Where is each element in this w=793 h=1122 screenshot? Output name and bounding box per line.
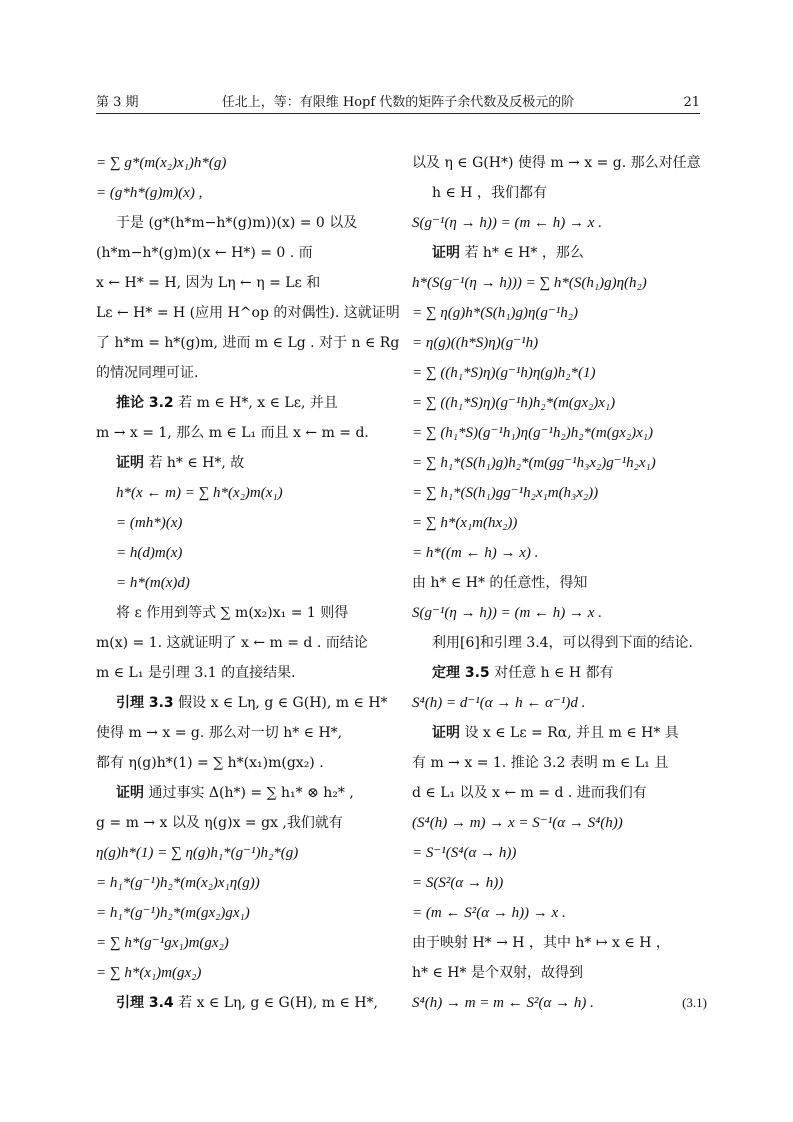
equation-line <box>412 208 712 238</box>
line-text: = ∑ h*(x₁)m(gx₂) <box>96 965 202 981</box>
equation-line <box>412 358 712 388</box>
line-text: 将 ε 作用到等式 ∑ m(x₂)x₁ = 1 则得 <box>116 605 349 621</box>
text-line <box>412 778 712 808</box>
equation-number: (3.1) <box>682 995 707 1010</box>
equation-line <box>96 538 396 568</box>
line-text: 由于映射 H* → H ，其中 h* ↦ x ∈ H ， <box>412 935 670 951</box>
header-rule <box>96 113 700 114</box>
line-text: h*(x ← m) = ∑ h*(x₂)m(x₁) <box>116 485 283 501</box>
line-text: = ∑ η(g)h*(S(h₁)g)η(g⁻¹h₂) <box>412 305 579 321</box>
equation-line <box>412 448 712 478</box>
text-line <box>412 718 712 748</box>
line-text: m ∈ L₁ 是引理 3.1 的直接结果. <box>96 665 296 681</box>
text-line <box>96 598 396 628</box>
text-line <box>96 358 396 388</box>
equation-line <box>96 928 396 958</box>
line-text: 由 h* ∈ H* 的任意性，得知 <box>412 575 588 591</box>
theorem-label: 定理 3.5 <box>432 665 490 681</box>
line-text: 通过事实 Δ(h*) = ∑ h₁* ⊗ h₂* , <box>148 785 354 801</box>
text-line <box>96 808 396 838</box>
equation-line <box>412 598 712 628</box>
text-line <box>96 238 396 268</box>
equation-line <box>412 868 712 898</box>
line-text: = ∑ g*(m(x₂)x₁)h*(g) <box>96 155 227 171</box>
equation-line <box>412 688 712 718</box>
theorem-label: 推论 3.2 <box>116 395 174 411</box>
line-text: 了 h*m = h*(g)m, 进而 m ∈ Lg . 对于 n ∈ Rg <box>96 335 400 351</box>
equation-line <box>412 388 712 418</box>
line-text: S⁴(h) = d⁻¹(α → h ← α⁻¹)d . <box>412 695 586 711</box>
line-text: = ∑ (h₁*S)(g⁻¹h₁)η(g⁻¹h₂)h₂*(m(gx₂)x₁) <box>412 425 653 441</box>
line-text: = h₁*(g⁻¹)h₂*(m(x₂)x₁η(g)) <box>96 875 260 891</box>
issue-number: 第 3 期 <box>96 95 139 110</box>
equation-line <box>412 328 712 358</box>
left-column <box>96 148 400 1018</box>
equation-line <box>412 418 712 448</box>
equation-line <box>96 508 396 538</box>
line-text: S(g⁻¹(η → h)) = (m ← h) → x . <box>412 215 602 231</box>
text-line <box>96 778 396 808</box>
line-text: 对任意 h ∈ H 都有 <box>494 665 614 681</box>
running-header <box>96 93 700 113</box>
equation-line <box>412 898 712 928</box>
line-text: x ← H* = H, 因为 Lη ← η = Lε 和 <box>96 275 321 291</box>
equation-line <box>96 568 396 598</box>
line-text: = h(d)m(x) <box>116 545 183 561</box>
equation-line <box>96 958 396 988</box>
theorem-label: 证明 <box>432 245 460 261</box>
equation-line <box>96 148 396 178</box>
line-text: h* ∈ H* 是个双射，故得到 <box>412 965 583 981</box>
line-text: (h*m−h*(g)m)(x ← H*) = 0 . 而 <box>96 245 313 261</box>
line-text: 若 h* ∈ H*, 故 <box>148 455 245 471</box>
equation-line <box>412 538 712 568</box>
line-text: = S⁻¹(S⁴(α → h)) <box>412 845 517 861</box>
text-line <box>96 718 396 748</box>
line-text: = h*((m ← h) → x) . <box>412 545 539 561</box>
line-text: = ∑ ((h₁*S)η)(g⁻¹h)h₂*(m(gx₂)x₁) <box>412 395 616 411</box>
text-line <box>96 988 396 1018</box>
line-text: S⁴(h) → m = m ← S²(α → h) . <box>412 995 594 1011</box>
text-line <box>412 178 712 208</box>
line-text: 假设 x ∈ Lη, g ∈ G(H), m ∈ H* <box>178 695 388 711</box>
line-text: = (g*h*(g)m)(x) , <box>96 185 203 201</box>
line-text: h*(S(g⁻¹(η → h))) = ∑ h*(S(h₁)g)η(h₂) <box>412 275 647 291</box>
theorem-label: 引理 3.4 <box>116 995 174 1011</box>
line-text: d ∈ L₁ 以及 x ← m = d . 进而我们有 <box>412 785 647 801</box>
line-text: = (mh*)(x) <box>116 515 183 531</box>
theorem-label: 证明 <box>116 455 144 471</box>
equation-line <box>412 838 712 868</box>
line-text: η(g)h*(1) = ∑ η(g)h₁*(g⁻¹)h₂*(g) <box>96 845 299 861</box>
text-line <box>412 568 712 598</box>
line-text: 的情况同理可证. <box>96 365 199 381</box>
text-line <box>96 688 396 718</box>
equation-line <box>412 298 712 328</box>
equation-line <box>96 838 396 868</box>
equation-line <box>96 478 396 508</box>
theorem-label: 引理 3.3 <box>116 695 174 711</box>
line-text: 若 h* ∈ H* ，那么 <box>464 245 584 261</box>
text-line <box>96 628 396 658</box>
line-text: g = m → x 以及 η(g)x = gx ,我们就有 <box>96 815 343 831</box>
equation-line <box>96 178 396 208</box>
equation-line <box>96 868 396 898</box>
text-line <box>412 148 712 178</box>
line-text: = ∑ h₁*(S(h₁)g)h₂*(m(gg⁻¹h₃x₂)g⁻¹h₂x₁) <box>412 455 656 471</box>
running-title: 任北上，等：有限维 Hopf 代数的矩阵子余代数及反极元的阶 <box>221 95 575 110</box>
text-line <box>96 298 400 328</box>
line-text: m → x = 1, 那么 m ∈ L₁ 而且 x ← m = d. <box>96 425 369 441</box>
text-line <box>412 748 712 778</box>
line-text: = (m ← S²(α → h)) → x . <box>412 905 566 921</box>
line-text: 有 m → x = 1. 推论 3.2 表明 m ∈ L₁ 且 <box>412 755 669 771</box>
line-text: Lε ← H* = H (应用 H^op 的对偶性). 这就证明 <box>96 305 400 321</box>
line-text: 若 m ∈ H*, x ∈ Lε, 并且 <box>178 395 338 411</box>
line-text: = ∑ h*(g⁻¹gx₁)m(gx₂) <box>96 935 229 951</box>
text-line <box>96 748 396 778</box>
theorem-label: 证明 <box>432 725 460 741</box>
line-text: S(g⁻¹(η → h)) = (m ← h) → x . <box>412 605 602 621</box>
line-text: (S⁴(h) → m) → x = S⁻¹(α → S⁴(h)) <box>412 815 623 831</box>
page-number: 21 <box>683 95 700 110</box>
text-line <box>412 658 712 688</box>
text-line <box>412 238 712 268</box>
line-text: = ∑ ((h₁*S)η)(g⁻¹h)η(g)h₂*(1) <box>412 365 596 381</box>
line-text: 都有 η(g)h*(1) = ∑ h*(x₁)m(gx₂) . <box>96 755 324 771</box>
line-text: = h*(m(x)d) <box>116 575 190 591</box>
text-line <box>412 628 712 658</box>
theorem-label: 证明 <box>116 785 144 801</box>
text-line <box>96 418 396 448</box>
line-text: 若 x ∈ Lη, g ∈ G(H), m ∈ H*, <box>178 995 378 1011</box>
line-text: = S(S²(α → h)) <box>412 875 504 891</box>
equation-line <box>412 988 712 1018</box>
line-text: m(x) = 1. 这就证明了 x ← m = d . 而结论 <box>96 635 368 651</box>
line-text: 设 x ∈ Lε = Rα, 并且 m ∈ H* 具 <box>464 725 679 741</box>
line-text: 以及 η ∈ G(H*) 使得 m → x = g. 那么对任意 <box>412 155 701 171</box>
line-text: = ∑ h₁*(S(h₁)gg⁻¹h₂x₁m(h₃x₂)) <box>412 485 599 501</box>
line-text: 使得 m → x = g. 那么对一切 h* ∈ H*, <box>96 725 343 741</box>
line-text: = h₁*(g⁻¹)h₂*(m(gx₂)gx₁) <box>96 905 250 921</box>
line-text: = ∑ h*(x₁m(hx₂)) <box>412 515 518 531</box>
text-line <box>96 208 396 238</box>
equation-line <box>96 898 396 928</box>
equation-line <box>412 268 712 298</box>
text-line <box>96 448 396 478</box>
right-column <box>412 148 712 1018</box>
text-line <box>96 328 400 358</box>
equation-line <box>412 478 712 508</box>
line-text: h ∈ H ，我们都有 <box>432 185 547 201</box>
text-line <box>412 958 712 988</box>
text-line <box>96 268 396 298</box>
line-text: 利用[6]和引理 3.4，可以得到下面的结论. <box>432 635 693 651</box>
line-text: = η(g)((h*S)η)(g⁻¹h) <box>412 335 539 351</box>
equation-line <box>412 808 712 838</box>
text-line <box>96 658 396 688</box>
line-text: 于是 (g*(h*m−h*(g)m))(x) = 0 以及 <box>116 215 358 231</box>
text-line <box>96 388 396 418</box>
text-line <box>412 928 712 958</box>
equation-line <box>412 508 712 538</box>
